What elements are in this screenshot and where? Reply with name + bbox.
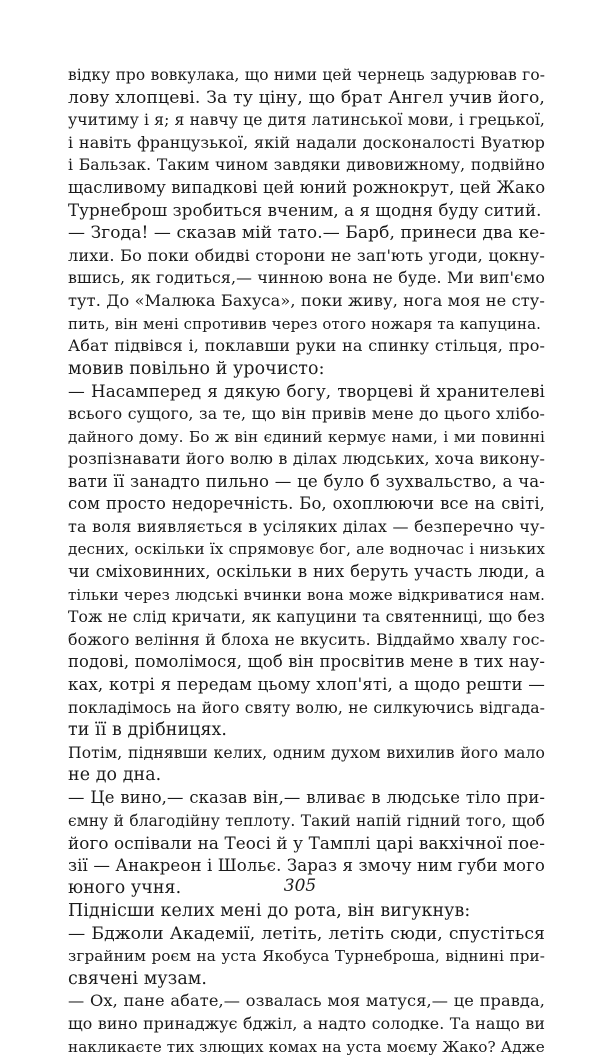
text-line: свячені музам. <box>68 968 208 989</box>
text-line: не до дна. <box>68 765 162 786</box>
text-line: Турнеброш зробиться вченим, а я щодня буду ситий. <box>68 200 542 220</box>
text-line: Тож не слід кричати, як капуцини та святенниці, що без <box>68 608 545 627</box>
text-line: учитиму і я; я навчу це дитя латинської мови, і грецької, <box>68 111 545 130</box>
text-line: зграйним роєм на уста Якобуса Турнеброша, віднині при- <box>68 947 545 966</box>
text-line: його оспівали на Теосі й у Тамплі царі вакхічної пое- <box>68 833 545 854</box>
text-line: лову хлопцеві. За ту ціну, що брат Ангел учив його, <box>68 87 545 108</box>
text-line: тут. До «Малюка Бахуса», поки живу, нога моя не сту- <box>68 290 545 310</box>
paragraph <box>68 923 545 991</box>
text-line: подові, помолімося, щоб він просвітив мене в тих нау- <box>68 652 545 672</box>
text-line: — Бджоли Академії, летіть, летіть сюди, спустіться <box>68 923 545 944</box>
text-line: лихи. Бо поки обидві сторони не зап'ють угоди, цокну- <box>68 245 545 265</box>
text-line: — Згода! — сказав мій тато.— Барб, принеси два ке- <box>68 223 546 244</box>
text-line: ємну й благодійну теплоту. Такий напій гідний того, щоб <box>68 811 545 830</box>
body-text <box>68 64 545 1058</box>
text-line: всього сущого, за те, що він привів мене до цього хлібо- <box>68 403 545 423</box>
text-line: вати її занадто пильно — це було б зухвальство, а ча- <box>68 471 545 491</box>
text-line: що вино принаджує бджіл, а надто солодке. Та нащо ви <box>68 1013 545 1033</box>
text-line: і навіть французької, якій надали досконалості Вуатюр <box>68 132 545 152</box>
paragraph <box>68 335 545 380</box>
text-line: — Ох, пане абате,— озвалась моя матуся,— це правда, <box>68 991 545 1011</box>
text-line: — Насамперед я дякую богу, творцеві й хранителеві <box>68 381 545 402</box>
text-line: щасливому випадкові цей юний рожнокрут, цей Жако <box>68 177 546 197</box>
text-line: Абат підвівся і, поклавши руки на спинку стільця, про- <box>68 336 545 356</box>
paragraph <box>68 222 545 335</box>
text-line: божого веління й блоха не вкусить. Віддаймо хвалу гос- <box>68 629 545 649</box>
text-line: дайного дому. Бо ж він єдиний кермує нами, і ми повинні <box>68 427 545 446</box>
text-line: Потім, піднявши келих, одним духом вихилив його мало <box>68 743 545 762</box>
text-line: Піднісши келих мені до рота, він вигукнув: <box>68 900 471 921</box>
text-line: сом просто недоречність. Бо, охоплюючи все на світі, <box>68 494 545 514</box>
text-line: відку про вовкулака, що ними цей чернець задурював го- <box>68 66 545 84</box>
paragraph <box>68 900 545 923</box>
text-line: мовив повільно й урочисто: <box>68 358 325 379</box>
text-line: вшись, як годиться,— чинною вона не буде. Ми вип'ємо <box>68 268 545 288</box>
text-line: — Це вино,— сказав він,— вливає в людське тіло при- <box>68 788 545 807</box>
page-number: 305 <box>283 876 317 896</box>
paragraph <box>68 742 545 787</box>
text-line: тільки через людські вчинки вона може відкриватися нам. <box>68 585 545 604</box>
paragraph <box>68 64 545 222</box>
text-line: зії — Анакреон і Шольє. Зараз я змочу ним губи мого <box>68 855 545 875</box>
text-line: покладімось на його святу волю, не силкуючись відгада- <box>68 698 545 717</box>
text-line: юного учня. <box>68 878 182 899</box>
text-line: ках, котрі я передам цьому хлоп'яті, а щодо решти — <box>68 675 545 695</box>
text-line: і Бальзак. Таким чином завдяки дивовижному, подвійно <box>68 156 545 175</box>
text-line: чи сміховинних, оскільки в них беруть участь люди, а <box>68 562 545 582</box>
paragraph <box>68 990 545 1058</box>
text-line: ти її в дрібницях. <box>68 720 228 741</box>
text-line: пить, він мені спротивив через отого ножаря та капуцина. <box>68 314 542 333</box>
text-line: та воля виявляється в усіляких ділах — безперечно чу- <box>68 516 545 536</box>
text-line: накликаєте тих злющих комах на уста моєму Жако? Адже <box>68 1037 545 1056</box>
text-line: розпізнавати його волю в ділах людських, хоча викону- <box>68 449 545 469</box>
text-line: десних, оскільки їх спрямовує бог, але водночас і низьких <box>68 540 545 559</box>
paragraph <box>68 380 545 742</box>
